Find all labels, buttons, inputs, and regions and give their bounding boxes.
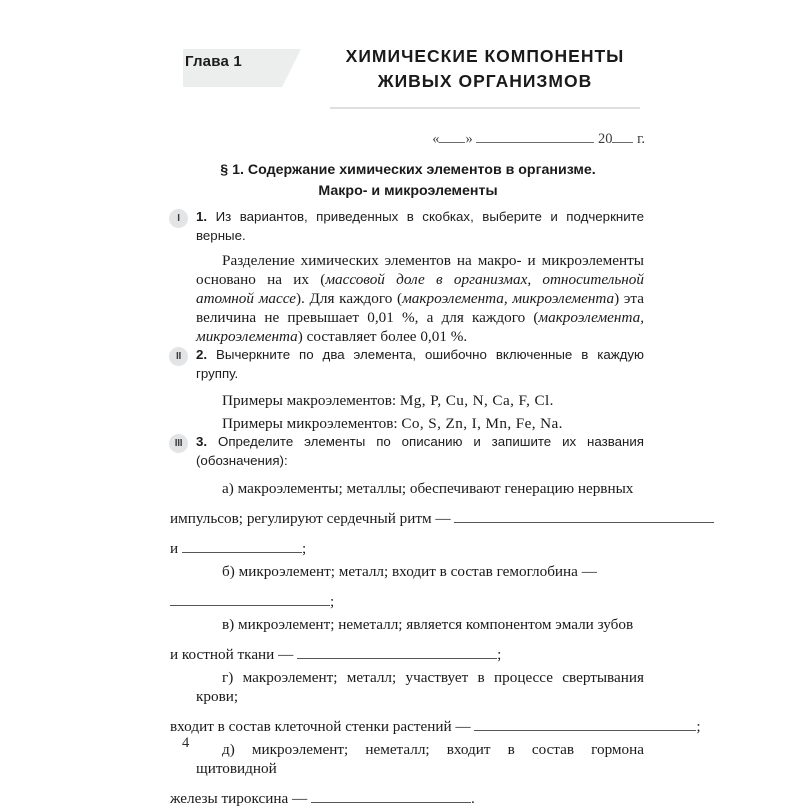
task-3-item-d-letter: д) [222,741,235,758]
date-quote-close: » [465,131,473,147]
task-3-item-a-blank-2[interactable] [182,541,302,553]
task-3-item-g-terminator: ; [696,718,701,735]
section-title-line2: Макро- и микроэлементы [318,183,498,199]
task-3-item-a-answer-row2 [170,539,644,558]
task-3-item-g-text2: входит в состав клеточной стенки растений — [170,718,471,735]
page-title-line2: ЖИВЫХ ОРГАНИЗМОВ [377,71,593,91]
date-quote-open: « [432,131,440,147]
task-3-prompt [196,433,644,470]
date-year-suffix: г. [637,131,645,147]
task-3-item-d-terminator: . [471,790,475,807]
task-2-number: 2. [196,347,208,362]
task-3-item-v-text: микроэлемент; неметалл; является компонентом эмали зубов [238,616,634,633]
task-3-item-v-blank[interactable] [297,647,497,659]
task-1-option-2[interactable]: макроэлемента, микроэлемента [402,290,615,307]
micro-elements-row [196,413,644,434]
task-3-item-a [196,479,644,498]
page-number: 4 [182,735,190,751]
header-divider [330,107,640,109]
task-3-number: 3. [196,434,208,449]
task-3-item-d-blank[interactable] [311,791,471,803]
task-3-item-d-answer-row [170,789,644,808]
task-3-item-a-text: макроэлементы; металлы; обеспечивают генерацию нервных [237,480,634,497]
macro-elements-label: Примеры макроэлементов: [222,392,397,409]
date-year-blank[interactable] [612,142,633,143]
task-2-prompt [196,346,644,383]
task-3-item-b-terminator: ; [330,593,335,610]
date-day-blank[interactable] [439,142,465,143]
task-3-item-v-text2: и костной ткани — [170,646,294,663]
task-3-item-d [196,740,644,778]
macro-elements-list[interactable]: Mg, P, Cu, N, Ca, F, Cl. [399,392,554,409]
task-3-item-g [196,668,644,706]
task-1-number: 1. [196,209,208,224]
page-title [318,44,652,94]
task-3-item-b-answer-row [170,592,644,611]
task-2-marker: II [169,347,188,366]
date-year-prefix: 20 [597,131,613,147]
task-1-prompt [196,208,644,245]
task-3-item-a-terminator: ; [301,540,307,557]
task-3-item-a-letter: а) [222,480,234,497]
task-2 [176,346,644,434]
task-1-text-part2: ). Для каждого ( [296,290,403,307]
task-3-item-a-blank-1[interactable] [454,511,714,523]
task-3-item-b-letter: б) [222,563,235,580]
page-header [168,44,652,106]
task-3-prompt-text: Определите элементы по описанию и запишите их названия (обозначения): [196,434,645,468]
task-3 [170,433,701,808]
task-3-item-g-text: макроэлемент; металл; участвует в процессе свертывания крови; [196,669,645,705]
task-3-item-b-text: микроэлемент; металл; входит в состав гемоглобина — [238,563,597,580]
task-3-item-g-blank[interactable] [474,719,696,731]
task-3-item-g-letter: г) [222,669,234,686]
task-3-item-v-letter: в) [222,616,235,633]
task-3-item-a-answer-row1 [170,509,644,528]
task-1-option-1[interactable]: массовой доле в организмах, относительной атомной массе [196,271,644,307]
task-3-item-v-answer-row [170,645,644,664]
task-3-item-a-text2: импульсов; регулируют сердечный ритм — [170,510,451,527]
section-title [168,160,648,202]
date-line [430,131,645,148]
task-3-marker: III [169,434,188,453]
task-3-item-d-text: микроэлемент; неметалл; входит в состав гормона щитовидной [196,741,644,777]
task-3-item-b [196,562,644,581]
task-1-paragraph [196,251,644,346]
macro-elements-row [196,390,644,411]
task-3-item-b-blank[interactable] [170,594,330,606]
micro-elements-label: Примеры микроэлементов: [222,415,398,432]
task-3-item-g-answer-row [170,717,701,736]
task-1-option-3[interactable]: макроэлемента, микроэлемента [196,309,644,345]
date-month-blank[interactable] [476,142,594,143]
task-1-prompt-text: Из вариантов, приведенных в скобках, выберите и подчеркните верные. [196,209,645,243]
task-1-marker: I [169,209,188,228]
task-3-item-d-text2: железы тироксина — [170,790,308,807]
task-3-item-v-terminator: ; [497,646,502,663]
task-3-item-a-continuation: и [170,540,179,557]
page-title-line1: ХИМИЧЕСКИЕ КОМПОНЕНТЫ [345,46,625,66]
section-title-line1: § 1. Содержание химических элементов в организме. [220,162,596,178]
task-1-text-part3: ) эта величина не превышает 0,01 %, а для каждого ( [196,290,644,326]
task-3-item-v [196,615,644,634]
task-1-text-part4: ) составляет более 0,01 %. [297,328,468,345]
task-2-prompt-text: Вычеркните по два элемента, ошибочно включенные в каждую группу. [196,347,644,381]
task-1 [177,208,645,346]
micro-elements-list[interactable]: Co, S, Zn, I, Mn, Fe, Na. [401,415,563,432]
task-1-text-part1: Разделение химических элементов на макро- и микроэлементы основано на их ( [196,252,644,288]
chapter-tag-label: Глава 1 [185,53,242,70]
